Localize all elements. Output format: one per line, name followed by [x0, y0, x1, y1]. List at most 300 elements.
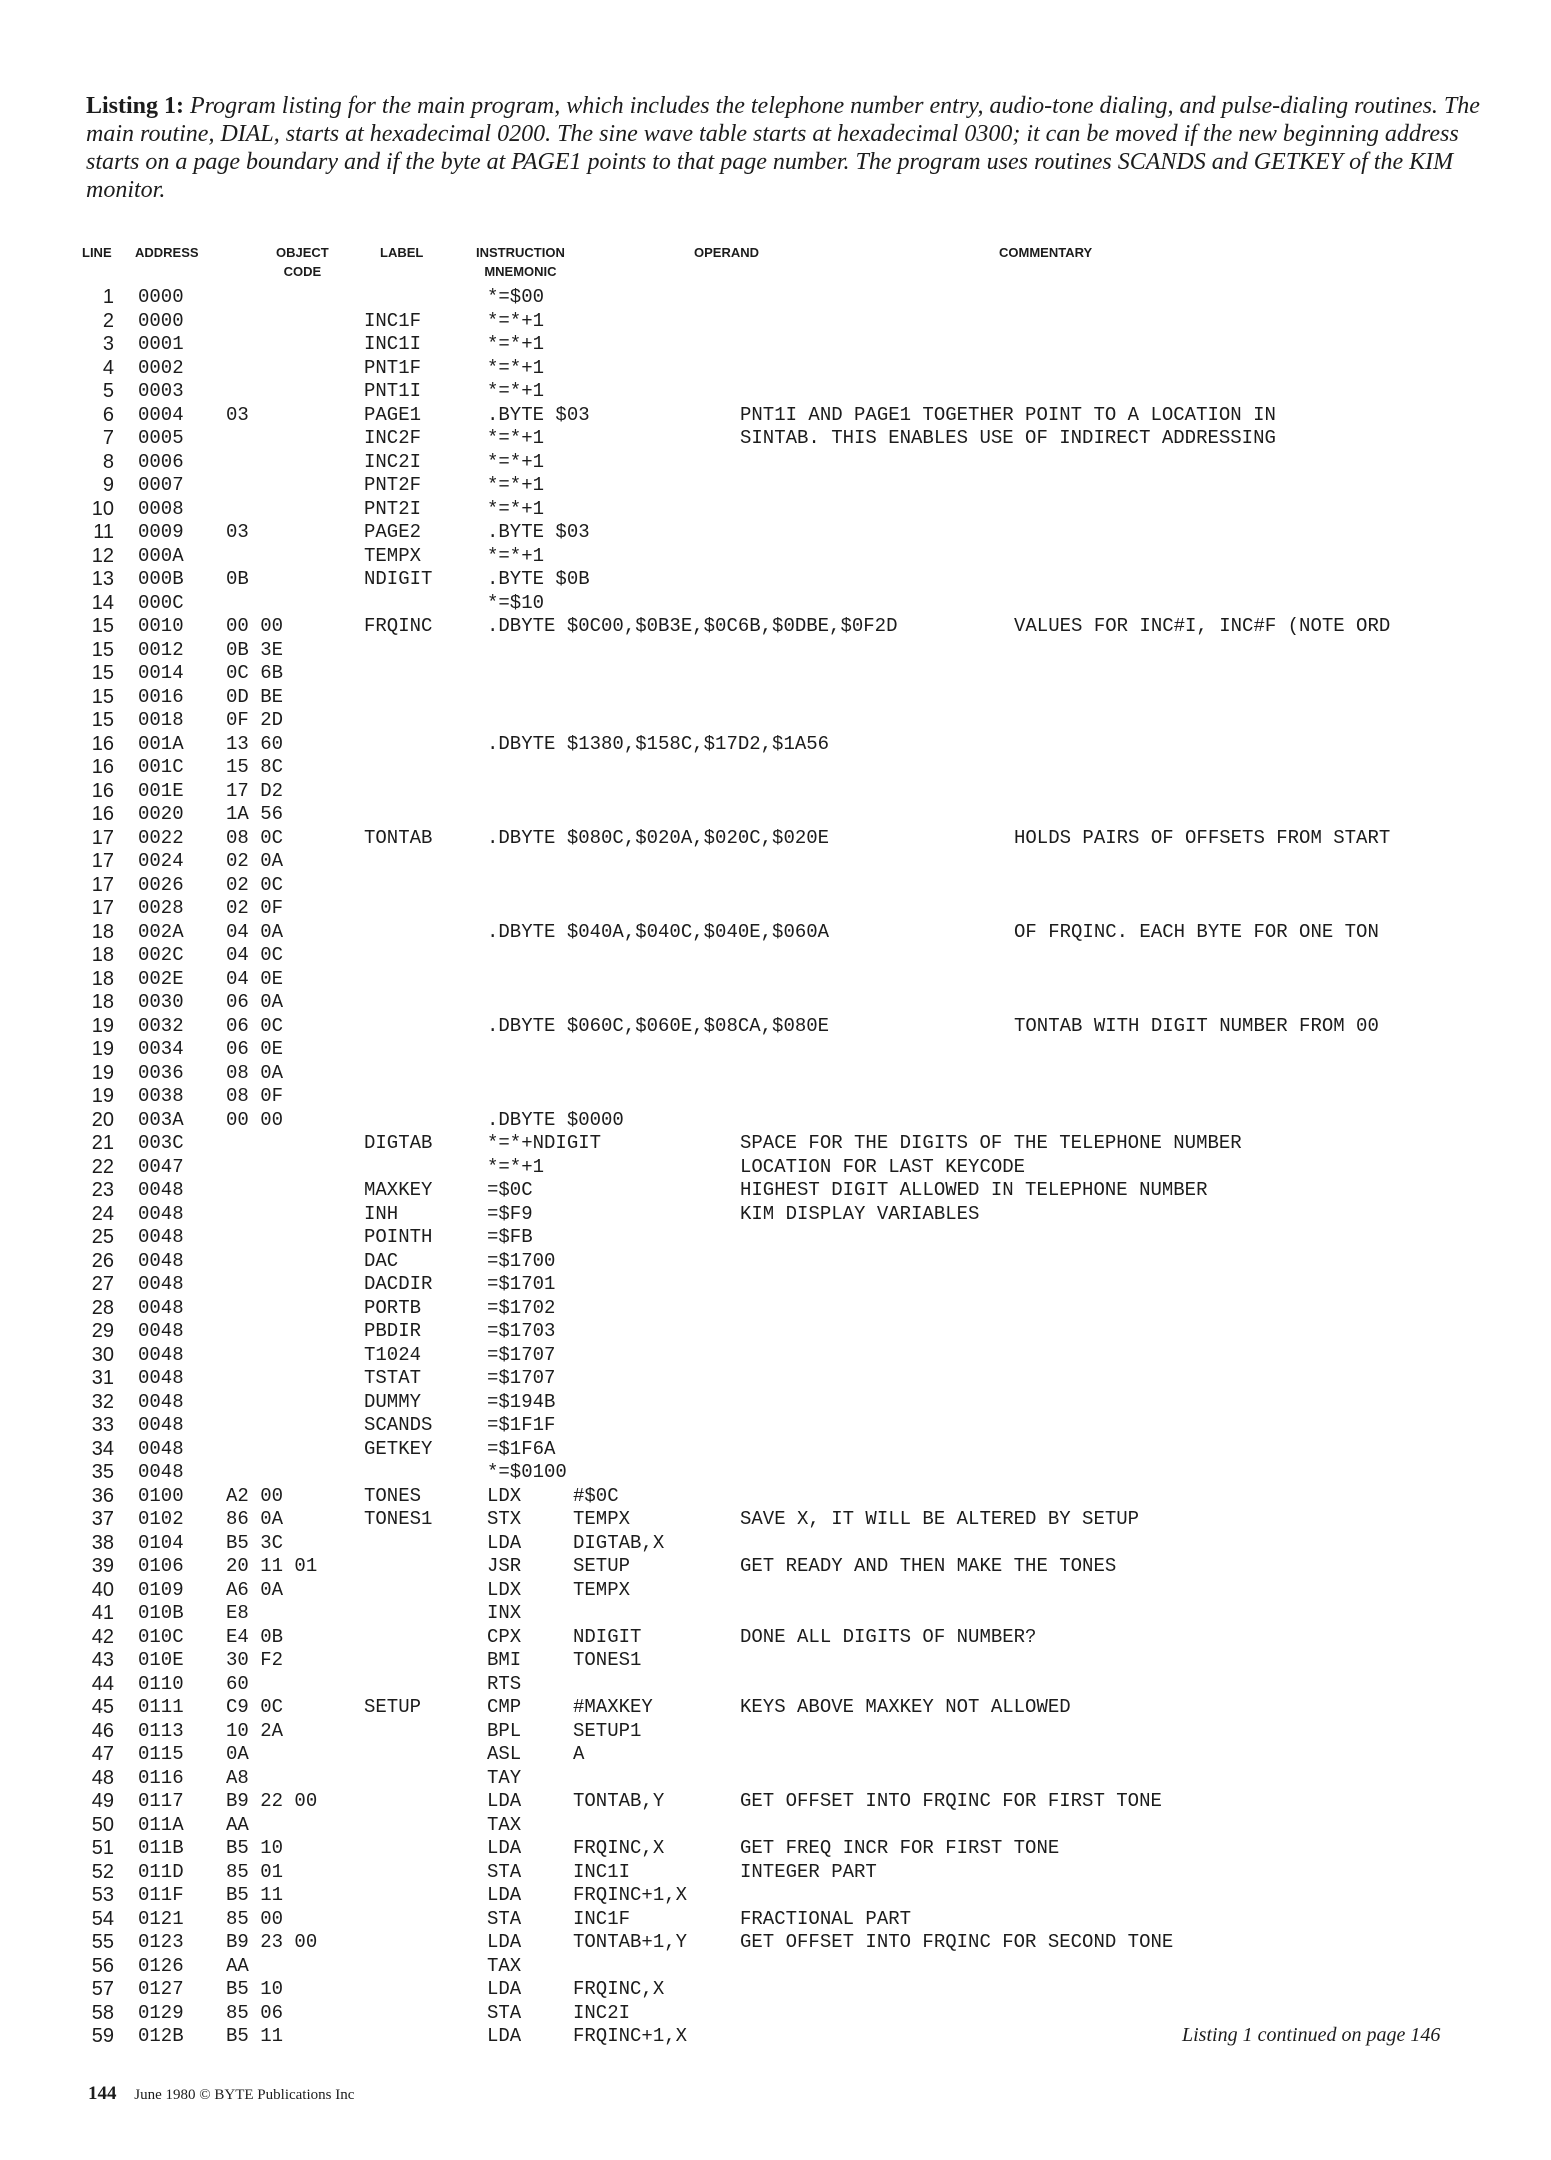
listing-row [0, 1179, 1551, 1203]
mnemonic: STA [487, 1860, 522, 1883]
address: 0048 [138, 1202, 184, 1225]
line-number: 15 [91, 709, 114, 731]
header-object-1: OBJECT [276, 245, 329, 260]
address: 0048 [138, 1320, 184, 1342]
listing-row [0, 1602, 1551, 1626]
line-number: 18 [91, 920, 114, 943]
mnemonic: =$1F6A [487, 1437, 556, 1460]
address: 0030 [138, 991, 184, 1013]
line-number: 15 [91, 685, 114, 708]
object-code: 0B [226, 568, 249, 590]
object-code: 0F 2D [226, 709, 284, 731]
line-number: 41 [91, 1602, 114, 1624]
listing-row [0, 1908, 1551, 1932]
object-code: 06 0C [226, 1014, 284, 1037]
address: 0048 [138, 1343, 184, 1366]
address: 0121 [138, 1907, 184, 1930]
mnemonic: TAX [487, 1954, 522, 1977]
listing-row [0, 1297, 1551, 1321]
mnemonic: =$1707 [487, 1367, 556, 1389]
object-code: 15 8C [226, 756, 284, 778]
mnemonic: LDA [487, 1531, 522, 1554]
line-number: 1 [102, 286, 114, 308]
listing-row [0, 310, 1551, 334]
listing-row [0, 709, 1551, 733]
caption-label: Listing 1: [86, 93, 185, 119]
label: PNT2I [364, 497, 422, 520]
label: PORTB [364, 1296, 422, 1319]
mnemonic: LDA [487, 1978, 522, 2000]
address: 002A [138, 920, 184, 943]
object-code: 00 00 [226, 615, 284, 637]
line-number: 12 [91, 544, 114, 567]
address: 003C [138, 1132, 184, 1154]
address: 0113 [138, 1719, 184, 1742]
operand: FRQINC+1,X [573, 1884, 688, 1906]
commentary: OF FRQINC. EACH BYTE FOR ONE TON [1014, 920, 1379, 943]
operand: TONTAB+1,Y [573, 1931, 688, 1953]
address: 011F [138, 1884, 184, 1906]
mnemonic: =$194B [487, 1390, 556, 1413]
header-mnemonic [476, 243, 565, 281]
listing-row [0, 1038, 1551, 1062]
mnemonic: *=*+1 [487, 380, 545, 402]
mnemonic: *=$0100 [487, 1461, 567, 1483]
line-number: 40 [91, 1578, 114, 1601]
object-code: 30 F2 [226, 1649, 284, 1671]
address: 0100 [138, 1484, 184, 1507]
address: 0116 [138, 1766, 184, 1789]
address: 0012 [138, 638, 184, 661]
address: 0038 [138, 1085, 184, 1107]
commentary: GET READY AND THEN MAKE THE TONES [740, 1555, 1117, 1577]
mnemonic: .DBYTE $040A,$040C,$040E,$060A [487, 920, 830, 943]
address: 0026 [138, 873, 184, 896]
listing-row [0, 1555, 1551, 1579]
address: 0048 [138, 1296, 184, 1319]
label: INC2F [364, 427, 422, 449]
mnemonic: =$1701 [487, 1273, 556, 1295]
line-number: 3 [102, 333, 114, 355]
line-number: 42 [91, 1625, 114, 1648]
object-code: 04 0E [226, 967, 284, 990]
commentary: SAVE X, IT WILL BE ALTERED BY SETUP [740, 1508, 1140, 1530]
mnemonic: LDA [487, 1884, 522, 1906]
listing-row [0, 1532, 1551, 1556]
mnemonic: *=*+1 [487, 544, 545, 567]
mnemonic: *=*+1 [487, 450, 545, 473]
mnemonic: =$1F1F [487, 1414, 556, 1436]
object-code: 04 0C [226, 944, 284, 966]
object-code: B5 10 [226, 1837, 284, 1859]
object-code: 0A [226, 1743, 249, 1765]
mnemonic: STA [487, 1907, 522, 1930]
address: 002E [138, 967, 184, 990]
object-code: 04 0A [226, 920, 284, 943]
mnemonic: *=*+1 [487, 333, 545, 355]
listing-row [0, 1273, 1551, 1297]
line-number: 5 [102, 380, 114, 402]
operand: #MAXKEY [573, 1696, 653, 1718]
line-number: 48 [91, 1766, 114, 1789]
listing-row [0, 686, 1551, 710]
listing-row [0, 1391, 1551, 1415]
label: TEMPX [364, 544, 422, 567]
operand: INC1F [573, 1907, 631, 1930]
listing-row [0, 1579, 1551, 1603]
address: 0007 [138, 474, 184, 496]
mnemonic: INX [487, 1602, 522, 1624]
line-number: 59 [91, 2025, 114, 2047]
line-number: 55 [91, 1931, 114, 1953]
address: 0036 [138, 1061, 184, 1084]
header-operand: OPERAND [694, 245, 760, 260]
mnemonic: .DBYTE $1380,$158C,$17D2,$1A56 [487, 732, 830, 755]
operand: TEMPX [573, 1508, 631, 1530]
label: DACDIR [364, 1273, 433, 1295]
line-number: 44 [91, 1672, 114, 1695]
address: 0006 [138, 450, 184, 473]
commentary: KIM DISPLAY VARIABLES [740, 1202, 980, 1225]
listing-row [0, 1367, 1551, 1391]
line-number: 16 [91, 756, 114, 778]
line-number: 24 [91, 1202, 114, 1225]
commentary: FRACTIONAL PART [740, 1907, 912, 1930]
commentary: GET OFFSET INTO FRQINC FOR FIRST TONE [740, 1790, 1162, 1812]
operand: #$0C [573, 1484, 619, 1507]
label: INC2I [364, 450, 422, 473]
address: 0005 [138, 427, 184, 449]
listing-row [0, 498, 1551, 522]
line-number: 56 [91, 1954, 114, 1977]
commentary: SPACE FOR THE DIGITS OF THE TELEPHONE NUMBER [740, 1132, 1242, 1154]
line-number: 17 [91, 850, 114, 872]
object-code: 85 00 [226, 1907, 284, 1930]
address: 0034 [138, 1038, 184, 1060]
object-code: AA [226, 1954, 249, 1977]
label: SETUP [364, 1696, 422, 1718]
operand: NDIGIT [573, 1625, 642, 1648]
line-number: 16 [91, 779, 114, 802]
line-number: 33 [91, 1414, 114, 1436]
listing-row [0, 1461, 1551, 1485]
listing-row [0, 1132, 1551, 1156]
listing-row [0, 1767, 1551, 1791]
address: 0117 [138, 1790, 184, 1812]
mnemonic: *=*+1 [487, 356, 545, 379]
address: 0016 [138, 685, 184, 708]
operand: SETUP1 [573, 1719, 642, 1742]
listing-row [0, 897, 1551, 921]
address: 000A [138, 544, 184, 567]
object-code: 08 0A [226, 1061, 284, 1084]
line-number: 43 [91, 1649, 114, 1671]
program-listing [0, 286, 1551, 2049]
line-number: 54 [91, 1907, 114, 1930]
object-code: 20 11 01 [226, 1555, 318, 1577]
line-number: 45 [91, 1696, 114, 1718]
line-number: 18 [91, 944, 114, 966]
mnemonic: RTS [487, 1672, 522, 1695]
listing-row [0, 1861, 1551, 1885]
listing-row [0, 1320, 1551, 1344]
address: 0110 [138, 1672, 184, 1695]
mnemonic: LDA [487, 1790, 522, 1812]
address: 0047 [138, 1155, 184, 1178]
commentary: PNT1I AND PAGE1 TOGETHER POINT TO A LOCATION IN [740, 403, 1276, 426]
mnemonic: =$FB [487, 1226, 533, 1248]
label: MAXKEY [364, 1179, 433, 1201]
line-number: 4 [102, 356, 114, 379]
mnemonic: =$1707 [487, 1343, 556, 1366]
label: TONES1 [364, 1508, 433, 1530]
operand: INC1I [573, 1860, 631, 1883]
listing-row [0, 1156, 1551, 1180]
mnemonic: LDX [487, 1578, 522, 1601]
address: 012B [138, 2025, 184, 2047]
object-code: B5 3C [226, 1531, 284, 1554]
line-number: 15 [91, 638, 114, 661]
line-number: 18 [91, 991, 114, 1013]
address: 001A [138, 732, 184, 755]
line-number: 8 [102, 450, 114, 473]
address: 003A [138, 1108, 184, 1131]
line-number: 6 [102, 403, 114, 426]
listing-row [0, 991, 1551, 1015]
line-number: 34 [91, 1437, 114, 1460]
address: 010C [138, 1625, 184, 1648]
mnemonic: CPX [487, 1625, 522, 1648]
line-number: 7 [102, 427, 114, 449]
address: 0002 [138, 356, 184, 379]
label: NDIGIT [364, 568, 433, 590]
mnemonic: *=*+1 [487, 1155, 545, 1178]
mnemonic: =$F9 [487, 1202, 533, 1225]
line-number: 15 [91, 615, 114, 637]
address: 0022 [138, 826, 184, 849]
caption-text: Program listing for the main program, which includes the telephone number entry, audio-tone dialing, and pulse-dialing routines. The main routine, DIAL, starts at hexadecimal 0200. The sine wave table starts at hexadecimal 0300; it can be moved if the new beginning address starts on a page boundary and if the byte at PAGE1 points to that page number. The program uses routines SCANDS and GETKEY of the KIM monitor. [86, 93, 1480, 203]
line-number: 14 [91, 591, 114, 614]
listing-row [0, 404, 1551, 428]
line-number: 17 [91, 873, 114, 896]
address: 0048 [138, 1367, 184, 1389]
operand: DIGTAB,X [573, 1531, 665, 1554]
address: 001E [138, 779, 184, 802]
address: 0009 [138, 521, 184, 543]
address: 0000 [138, 286, 184, 308]
address: 0024 [138, 850, 184, 872]
line-number: 15 [91, 662, 114, 684]
listing-row [0, 592, 1551, 616]
label: POINTH [364, 1226, 433, 1248]
listing-row [0, 1790, 1551, 1814]
commentary: KEYS ABOVE MAXKEY NOT ALLOWED [740, 1696, 1071, 1718]
listing-row [0, 1884, 1551, 1908]
mnemonic: BMI [487, 1649, 522, 1671]
address: 011B [138, 1837, 184, 1859]
address: 0000 [138, 309, 184, 332]
line-number: 50 [91, 1813, 114, 1836]
line-number: 17 [91, 897, 114, 919]
listing-row [0, 1673, 1551, 1697]
address: 0048 [138, 1249, 184, 1272]
mnemonic: *=$10 [487, 591, 545, 614]
listing-row [0, 1085, 1551, 1109]
line-number: 30 [91, 1343, 114, 1366]
address: 0048 [138, 1437, 184, 1460]
object-code: B5 11 [226, 2025, 284, 2047]
label: PNT2F [364, 474, 422, 496]
commentary: LOCATION FOR LAST KEYCODE [740, 1155, 1026, 1178]
object-code: 86 0A [226, 1508, 284, 1530]
listing-row [0, 1649, 1551, 1673]
listing-caption [86, 92, 1491, 204]
mnemonic: JSR [487, 1555, 522, 1577]
listing-row [0, 921, 1551, 945]
line-number: 57 [91, 1978, 114, 2000]
object-code: 85 06 [226, 2001, 284, 2024]
listing-row [0, 1931, 1551, 1955]
label: DAC [364, 1249, 399, 1272]
header-object-code [276, 243, 329, 281]
object-code: A2 00 [226, 1484, 284, 1507]
address: 0003 [138, 380, 184, 402]
mnemonic: .BYTE $03 [487, 403, 590, 426]
mnemonic: =$1702 [487, 1296, 556, 1319]
line-number: 2 [102, 309, 114, 332]
line-number: 18 [91, 967, 114, 990]
listing-row [0, 474, 1551, 498]
listing-row [0, 1814, 1551, 1838]
listing-row [0, 1626, 1551, 1650]
mnemonic: *=*+1 [487, 427, 545, 449]
listing-row [0, 451, 1551, 475]
line-number: 36 [91, 1484, 114, 1507]
commentary: HIGHEST DIGIT ALLOWED IN TELEPHONE NUMBER [740, 1179, 1208, 1201]
label: PNT1I [364, 380, 422, 402]
line-number: 10 [91, 497, 114, 520]
label: TONES [364, 1484, 422, 1507]
label: TONTAB [364, 826, 433, 849]
mnemonic: LDX [487, 1484, 522, 1507]
line-number: 47 [91, 1743, 114, 1765]
listing-row [0, 545, 1551, 569]
address: 0008 [138, 497, 184, 520]
listing-row [0, 662, 1551, 686]
object-code: 06 0E [226, 1038, 284, 1060]
header-commentary: COMMENTARY [999, 245, 1093, 260]
mnemonic: .DBYTE $0000 [487, 1108, 624, 1131]
object-code: A8 [226, 1766, 249, 1789]
commentary: TONTAB WITH DIGIT NUMBER FROM 00 [1014, 1014, 1379, 1037]
object-code: 08 0C [226, 826, 284, 849]
listing-row [0, 521, 1551, 545]
line-number: 25 [91, 1226, 114, 1248]
line-number: 37 [91, 1508, 114, 1530]
object-code: 10 2A [226, 1719, 284, 1742]
mnemonic: =$1703 [487, 1320, 556, 1342]
object-code: 0D BE [226, 685, 284, 708]
label: INC1I [364, 333, 422, 355]
address: 0109 [138, 1578, 184, 1601]
mnemonic: LDA [487, 1931, 522, 1953]
listing-row [0, 874, 1551, 898]
object-code: 1A 56 [226, 803, 284, 825]
commentary: GET OFFSET INTO FRQINC FOR SECOND TONE [740, 1931, 1174, 1953]
mnemonic: TAX [487, 1813, 522, 1836]
operand: A [573, 1743, 585, 1765]
object-code: 03 [226, 521, 249, 543]
header-mnemonic-2: MNEMONIC [484, 264, 557, 279]
line-number: 9 [102, 474, 114, 496]
line-number: 11 [93, 521, 114, 543]
listing-row [0, 1743, 1551, 1767]
object-code: B9 22 00 [226, 1790, 318, 1812]
line-number: 19 [91, 1014, 114, 1037]
line-number: 31 [91, 1367, 114, 1389]
line-number: 49 [91, 1790, 114, 1812]
listing-row [0, 380, 1551, 404]
label: FRQINC [364, 615, 433, 637]
line-number: 51 [91, 1837, 114, 1859]
mnemonic: *=*+1 [487, 474, 545, 496]
listing-row [0, 968, 1551, 992]
listing-row [0, 733, 1551, 757]
mnemonic: LDA [487, 1837, 522, 1859]
object-code: 13 60 [226, 732, 284, 755]
address: 0048 [138, 1461, 184, 1483]
address: 0123 [138, 1931, 184, 1953]
object-code: E4 0B [226, 1625, 284, 1648]
line-number: 21 [91, 1132, 114, 1154]
listing-row [0, 803, 1551, 827]
mnemonic: .BYTE $0B [487, 568, 590, 590]
line-number: 13 [91, 568, 114, 590]
object-code: E8 [226, 1602, 249, 1624]
line-number: 28 [91, 1296, 114, 1319]
listing-row [0, 1837, 1551, 1861]
operand: TONTAB,Y [573, 1790, 665, 1812]
listing-row [0, 1226, 1551, 1250]
address: 0106 [138, 1555, 184, 1577]
label: DIGTAB [364, 1132, 433, 1154]
line-number: 58 [91, 2001, 114, 2024]
footer-credit: June 1980 © BYTE Publications Inc [134, 2087, 355, 2103]
line-number: 17 [91, 826, 114, 849]
mnemonic: STA [487, 2001, 522, 2024]
line-number: 16 [91, 732, 114, 755]
commentary: INTEGER PART [740, 1860, 877, 1883]
listing-row [0, 756, 1551, 780]
mnemonic: TAY [487, 1766, 522, 1789]
listing-row [0, 1485, 1551, 1509]
header-label: LABEL [380, 245, 424, 260]
line-number: 39 [91, 1555, 114, 1577]
listing-row [0, 427, 1551, 451]
address: 011A [138, 1813, 184, 1836]
line-number: 19 [91, 1038, 114, 1060]
line-number: 35 [91, 1461, 114, 1483]
operand: INC2I [573, 2001, 631, 2024]
mnemonic: =$1700 [487, 1249, 556, 1272]
commentary: HOLDS PAIRS OF OFFSETS FROM START [1014, 826, 1391, 849]
address: 011D [138, 1860, 184, 1883]
listing-row [0, 2002, 1551, 2026]
object-code: AA [226, 1813, 249, 1836]
object-code: 85 01 [226, 1860, 284, 1883]
line-number: 29 [91, 1320, 114, 1342]
listing-row [0, 1109, 1551, 1133]
